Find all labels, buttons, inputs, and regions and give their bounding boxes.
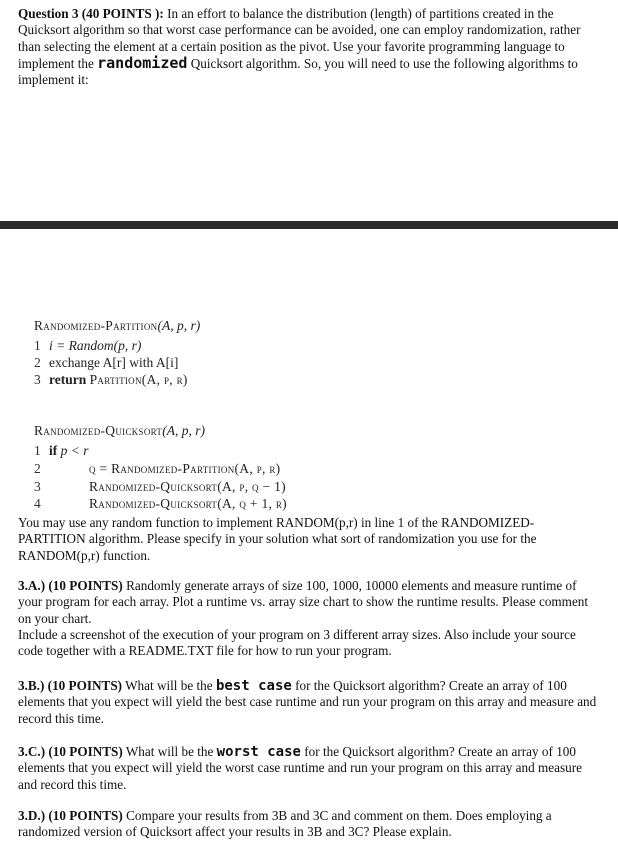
partition-args: (A, p, r) [157, 318, 201, 333]
part-d-label: 3.D.) (10 POINTS) [18, 808, 123, 823]
quicksort-line-text: q = Randomized-Partition(A, p, r) [89, 461, 281, 476]
part-a-text: Randomly generate arrays of size 100, 1000, 10000 elements and measure runtime of your program for each array. Plot a runtime vs. array size chart to show the runtime results. Please comment on your chart. [18, 578, 589, 626]
part-b-text-post: for the Quicksort algorithm? Create an array of 100 elements that you expect will yield the best case runtime and run your program on this array and measure and record this time. [18, 678, 597, 726]
partition-line-3 [34, 372, 188, 388]
question-text-2: Quicksort algorithm. So, you will need to use the following algorithms to implement it: [18, 55, 578, 88]
quicksort-title: Randomized-Quicksort [34, 423, 163, 438]
part-a [18, 578, 598, 659]
part-c-text-post: for the Quicksort algorithm? Create an array of 100 elements that you expect will yield the worst case runtime and run your program on this array and measure and record this time. [18, 744, 582, 792]
partition-title: Randomized-Partition [34, 318, 158, 333]
part-b-emphasis: best case [215, 678, 292, 694]
part-a-label: 3.A.) (10 POINTS) [18, 578, 123, 593]
part-c-label: 3.C.) (10 POINTS) [18, 744, 123, 759]
part-b-text: What will be the [122, 678, 216, 693]
line-number: 1 [34, 338, 41, 353]
question-emphasis: randomized [97, 53, 188, 72]
line-number: 2 [34, 355, 41, 370]
divider-bar [0, 221, 618, 229]
quicksort-line-text: Randomized-Quicksort(A, q + 1, r) [89, 496, 287, 511]
partition-line-2 [34, 355, 178, 371]
quicksort-line-2 [34, 461, 280, 477]
part-c-text: What will be the [122, 744, 217, 759]
partition-line-text: Partition(A, p, r) [89, 372, 188, 387]
line-number: 1 [34, 443, 41, 458]
part-c [18, 744, 598, 793]
partition-line-text: i = Random(p, r) [49, 338, 142, 353]
part-a-text-2: Include a screenshot of the execution of your program on 3 different array sizes. Also include your source code together with a README.TXT file for how to run your program. [18, 626, 576, 659]
question-text-1: In an effort to balance the distribution (length) of partitions created in the Quicksort algorithm so that worst case performance can be avoided, one can employ randomization, rather than selecting the element at a certain position as the pivot. Use your favorite programming language to implement the [18, 6, 581, 71]
line-number: 3 [34, 479, 41, 494]
keyword-return: return [49, 372, 87, 387]
question-intro [18, 6, 598, 88]
part-b-label: 3.B.) (10 POINTS) [18, 678, 123, 693]
quicksort-args: (A, p, r) [162, 423, 205, 438]
part-c-emphasis: worst case [216, 744, 301, 760]
quicksort-line-1 [34, 443, 89, 459]
part-b [18, 678, 598, 727]
keyword-if: if [49, 443, 58, 458]
random-note: You may use any random function to implement RANDOM(p,r) in line 1 of the RANDOMIZED-PARTITION algorithm. Please specify in your solution what sort of randomization you use for the RANDOM(p,r) function. [18, 515, 537, 563]
quicksort-line-text: Randomized-Quicksort(A, p, q − 1) [89, 479, 286, 494]
quicksort-line-text: p < r [60, 443, 89, 458]
quicksort-header [34, 423, 205, 439]
part-d [18, 808, 598, 841]
line-number: 2 [34, 461, 41, 476]
partition-line-1 [34, 338, 141, 354]
quicksort-line-4 [34, 496, 287, 512]
part-d-text: Compare your results from 3B and 3C and comment on them. Does employing a randomized version of Quicksort affect your results in 3B and 3C? Please explain. [18, 808, 552, 840]
line-number: 3 [34, 372, 41, 387]
partition-line-text: exchange A[r] with A[i] [49, 355, 179, 370]
quicksort-line-3 [34, 479, 286, 495]
partition-header [34, 318, 200, 334]
line-number: 4 [34, 496, 41, 511]
question-heading: Question 3 (40 POINTS ): [18, 6, 164, 21]
